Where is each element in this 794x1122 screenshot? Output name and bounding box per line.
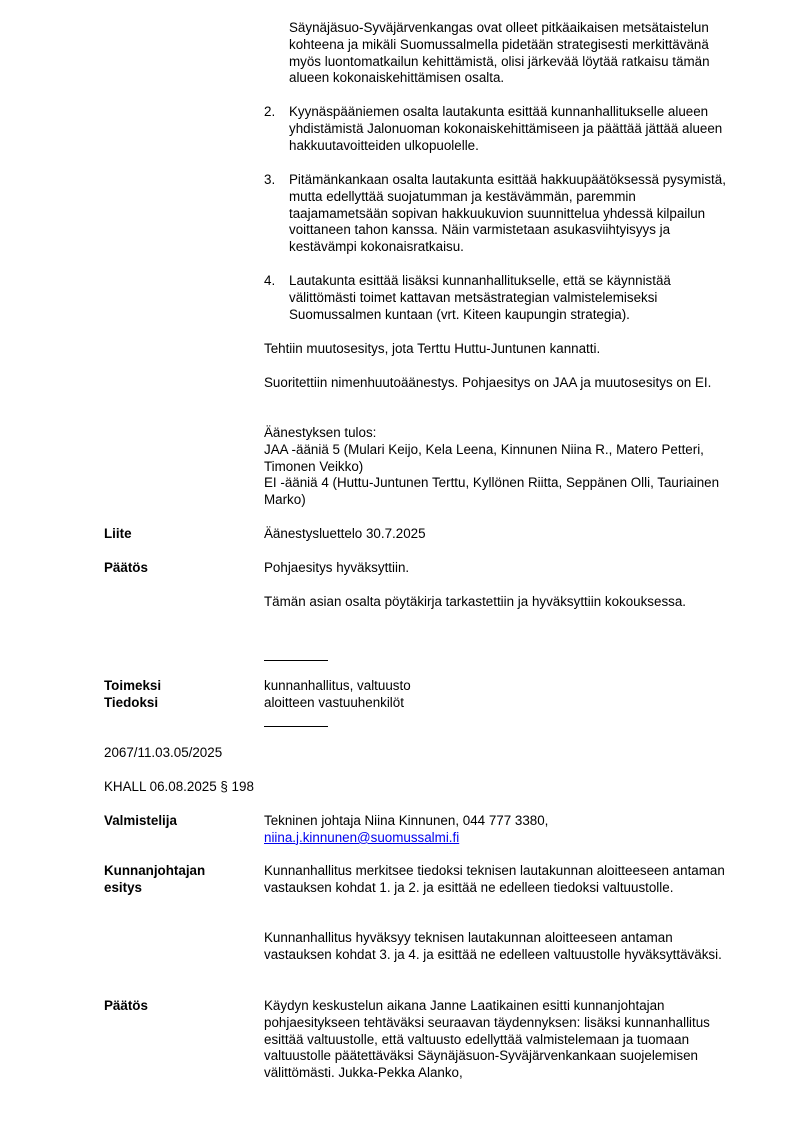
paatos-label: Päätös — [104, 560, 148, 575]
item-text-2: Kyynäspääniemen osalta lautakunta esittää kunnanhallitukselle alueen yhdistämistä Jalonuoman kokonaiskehittämiseen ja päättää jättää alueen hakkuutavoitteiden ulkopuolelle. — [289, 104, 723, 153]
vote-result — [264, 425, 734, 509]
tiedoksi-text: aloitteen vastuuhenkilöt — [264, 695, 404, 710]
khall-reference: KHALL 06.08.2025 § 198 — [104, 779, 254, 794]
esitys-text-2: Kunnanhallitus hyväksyy teknisen lautakunnan aloitteeseen antaman vastauksen kohdat 3. ja 4. ja esittää ne edelleen valtuustolle hyväksyttäväksi. — [264, 930, 722, 962]
toimeksi-text: kunnanhallitus, valtuusto — [264, 678, 411, 693]
liite-label: Liite — [104, 526, 132, 541]
paatos2-text: Käydyn keskustelun aikana Janne Laatikainen esitti kunnanjohtajan pohjaesitykseen tehtäväksi seuraavan täydennyksen: lisäksi kunnanhallitus esittää valtuustolle, että valtuusto edellyttää valmistelemaan ja tuomaan valtuustolle päätettäväksi Säynäjäsuon-Syväjärvenkankaan suojelemisen välittömästi. Jukka-Pekka Alanko, — [264, 998, 710, 1081]
valmistelija-text: Tekninen johtaja Niina Kinnunen, 044 777 3380, — [264, 813, 549, 828]
vote-result-ei: EI -ääniä 4 (Huttu-Juntunen Terttu, Kyllönen Riitta, Seppänen Olli, Tauriainen Marko) — [264, 475, 720, 508]
valmistelija-label: Valmistelija — [104, 813, 177, 828]
esitys-label-line2: esitys — [104, 879, 142, 895]
divider-line — [264, 726, 328, 727]
diaarinumero: 2067/11.03.05/2025 — [104, 745, 223, 760]
toimeksi-label: Toimeksi — [104, 678, 162, 693]
esitys-label — [104, 863, 205, 897]
muutosesitys-text: Tehtiin muutosesitys, jota Terttu Huttu-Juntunen kannatti. — [264, 341, 601, 356]
valmistelija-email-link[interactable]: niina.j.kinnunen@suomussalmi.fi — [264, 829, 460, 845]
item-number-2: 2. — [264, 104, 276, 119]
intro-paragraph: Säynäjäsuo-Syväjärvenkangas ovat olleet pitkäaikaisen metsätaistelun kohteena ja mikäli Suomussalmella pidetään strategisesti merkittävänä myös luontomatkailun kehittämistä, olisi järkevää löytää ratkaisu tämän alueen kokonaiskehittämisen osalta. — [289, 20, 710, 86]
paatos-tarkastus-text: Tämän asian osalta pöytäkirja tarkastettiin ja hyväksyttiin kokouksessa. — [264, 594, 687, 609]
vote-result-heading: Äänestyksen tulos: — [264, 425, 377, 440]
liite-text: Äänestysluettelo 30.7.2025 — [264, 526, 426, 541]
paatos2-label: Päätös — [104, 998, 148, 1013]
tiedoksi-label: Tiedoksi — [104, 695, 159, 710]
item-text-4: Lautakunta esittää lisäksi kunnanhallitukselle, että se käynnistää välittömästi toimet kattavan metsästrategian valmistelemiseksi Suomussalmen kuntaan (vrt. Kiteen kaupungin strategia). — [289, 273, 671, 322]
item-text-3: Pitämänkankaan osalta lautakunta esittää hakkuupäätöksessä pysymistä, mutta edellyttää suojatumman ja kestävämmän, paremmin taajamametsään sopivan hakkuukuvion suunnittelua yhdessä kilpailun voittaneen tahon kanssa. Näin varmistetaan asukasviihtyisyys ja kestävämpi kokonaisratkaisu. — [289, 172, 726, 255]
valmistelija-info — [264, 813, 734, 847]
esitys-label-line1: Kunnanjohtajan — [104, 863, 206, 878]
nimenhuuto-text: Suoritettiin nimenhuutoäänestys. Pohjaesitys on JAA ja muutosesitys on EI. — [264, 375, 712, 390]
item-number-3: 3. — [264, 172, 276, 187]
paatos-text: Pohjaesitys hyväksyttiin. — [264, 560, 410, 575]
item-number-4: 4. — [264, 273, 276, 288]
divider-line — [264, 660, 328, 661]
vote-result-jaa: JAA -ääniä 5 (Mulari Keijo, Kela Leena, Kinnunen Niina R., Matero Petteri, Timonen Veikko) — [264, 441, 704, 474]
esitys-text-1: Kunnanhallitus merkitsee tiedoksi teknisen lautakunnan aloitteeseen antaman vastauksen kohdat 1. ja 2. ja esittää ne edelleen tiedoksi valtuustolle. — [264, 863, 725, 895]
